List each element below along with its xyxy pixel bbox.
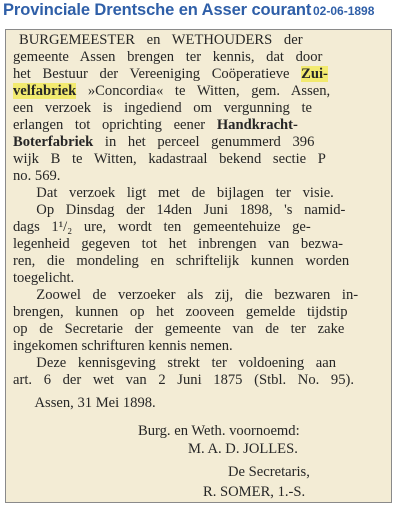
article-line	[13, 49, 322, 66]
article-line	[13, 168, 60, 185]
article-line	[13, 372, 354, 389]
article-text: Boterfabriek	[13, 134, 94, 150]
article-text: ingekomen schrifturen kennis nemen.	[13, 338, 233, 354]
article-text: BURGEMEESTER en WETHOUDERS der	[19, 32, 303, 48]
newspaper-title[interactable]: Provinciale Drentsche en Asser courant	[3, 1, 312, 19]
article-line	[13, 66, 328, 83]
article-text: brengen, kunnen op het zooveen gemelde tijdstip	[13, 304, 348, 320]
article-line	[13, 219, 311, 236]
article-text: toegelicht.	[13, 270, 75, 286]
article-text: »Concordia« te Witten, gem. Assen,	[76, 83, 331, 99]
article-line	[138, 423, 300, 440]
article-line	[13, 253, 349, 270]
article-line	[13, 83, 330, 100]
article-line	[13, 338, 233, 355]
article-line	[13, 117, 298, 134]
article-text: art. 6 der wet van 2 Juni 1875 (Stbl. No. 95).	[13, 372, 355, 388]
article-text: no. 569.	[13, 168, 61, 184]
article-line	[203, 484, 305, 501]
article-text: Op Dinsdag der 14den Juni 1898, 's namid-	[13, 202, 346, 218]
article-line	[188, 441, 298, 458]
article-text: op de Secretarie der gemeente van de ter zake	[13, 321, 345, 337]
article-line	[13, 134, 314, 151]
article-text: Assen, 31 Mei 1898.	[28, 395, 156, 411]
article-text: Dat verzoek ligt met de bijlagen ter visie.	[13, 185, 334, 201]
newspaper-header	[0, 0, 400, 26]
article-text: legenheid gegeven tot het inbrengen van bezwa-	[13, 236, 344, 252]
article-line	[13, 270, 74, 287]
article-text: Burg. en Weth. voornoemd:	[138, 423, 300, 439]
article-text: Zoowel de verzoeker als zij, die bezwaren in-	[13, 287, 359, 303]
article-line	[13, 287, 358, 304]
article-text: M. A. D. JOLLES.	[188, 441, 298, 457]
highlighted-text: velfabriek	[13, 83, 77, 99]
article-text: een verzoek is ingediend om vergunning te	[13, 100, 312, 116]
article-line	[13, 185, 334, 202]
highlighted-text: Zui-	[301, 66, 328, 82]
article-line	[13, 304, 348, 321]
article-text: gemeente Assen brengen ter kennis, dat door	[13, 49, 323, 65]
article-line	[13, 202, 345, 219]
article-line	[13, 151, 326, 168]
article-text: ren, die mondeling en schriftelijk kunnen worden	[13, 253, 350, 269]
publication-date: 02-06-1898	[313, 4, 375, 18]
article-line	[13, 100, 312, 117]
article-text: erlangen tot oprichting eener	[13, 117, 217, 133]
article-line	[28, 395, 156, 412]
article-clipping	[5, 29, 392, 503]
article-text: Deze kennisgeving strekt ter voldoening aan	[13, 355, 337, 371]
article-text: in het perceel genummerd 396	[93, 134, 315, 150]
article-line	[19, 32, 303, 49]
article-text: Handkracht-	[216, 117, 298, 133]
article-text: wijk B te Witten, kadastraal bekend sectie P	[13, 151, 326, 167]
article-line	[13, 321, 344, 338]
article-line	[13, 236, 343, 253]
article-line	[13, 355, 336, 372]
article-text: dags 1¹/₂ ure, wordt ten gemeentehuize ge-	[13, 219, 311, 235]
article-line	[228, 464, 310, 481]
article-text: De Secretaris,	[228, 464, 310, 480]
article-text: R. SOMER, 1.-S.	[203, 484, 306, 500]
article-text: het Bestuur der Vereeniging Coöperatieve	[13, 66, 302, 82]
